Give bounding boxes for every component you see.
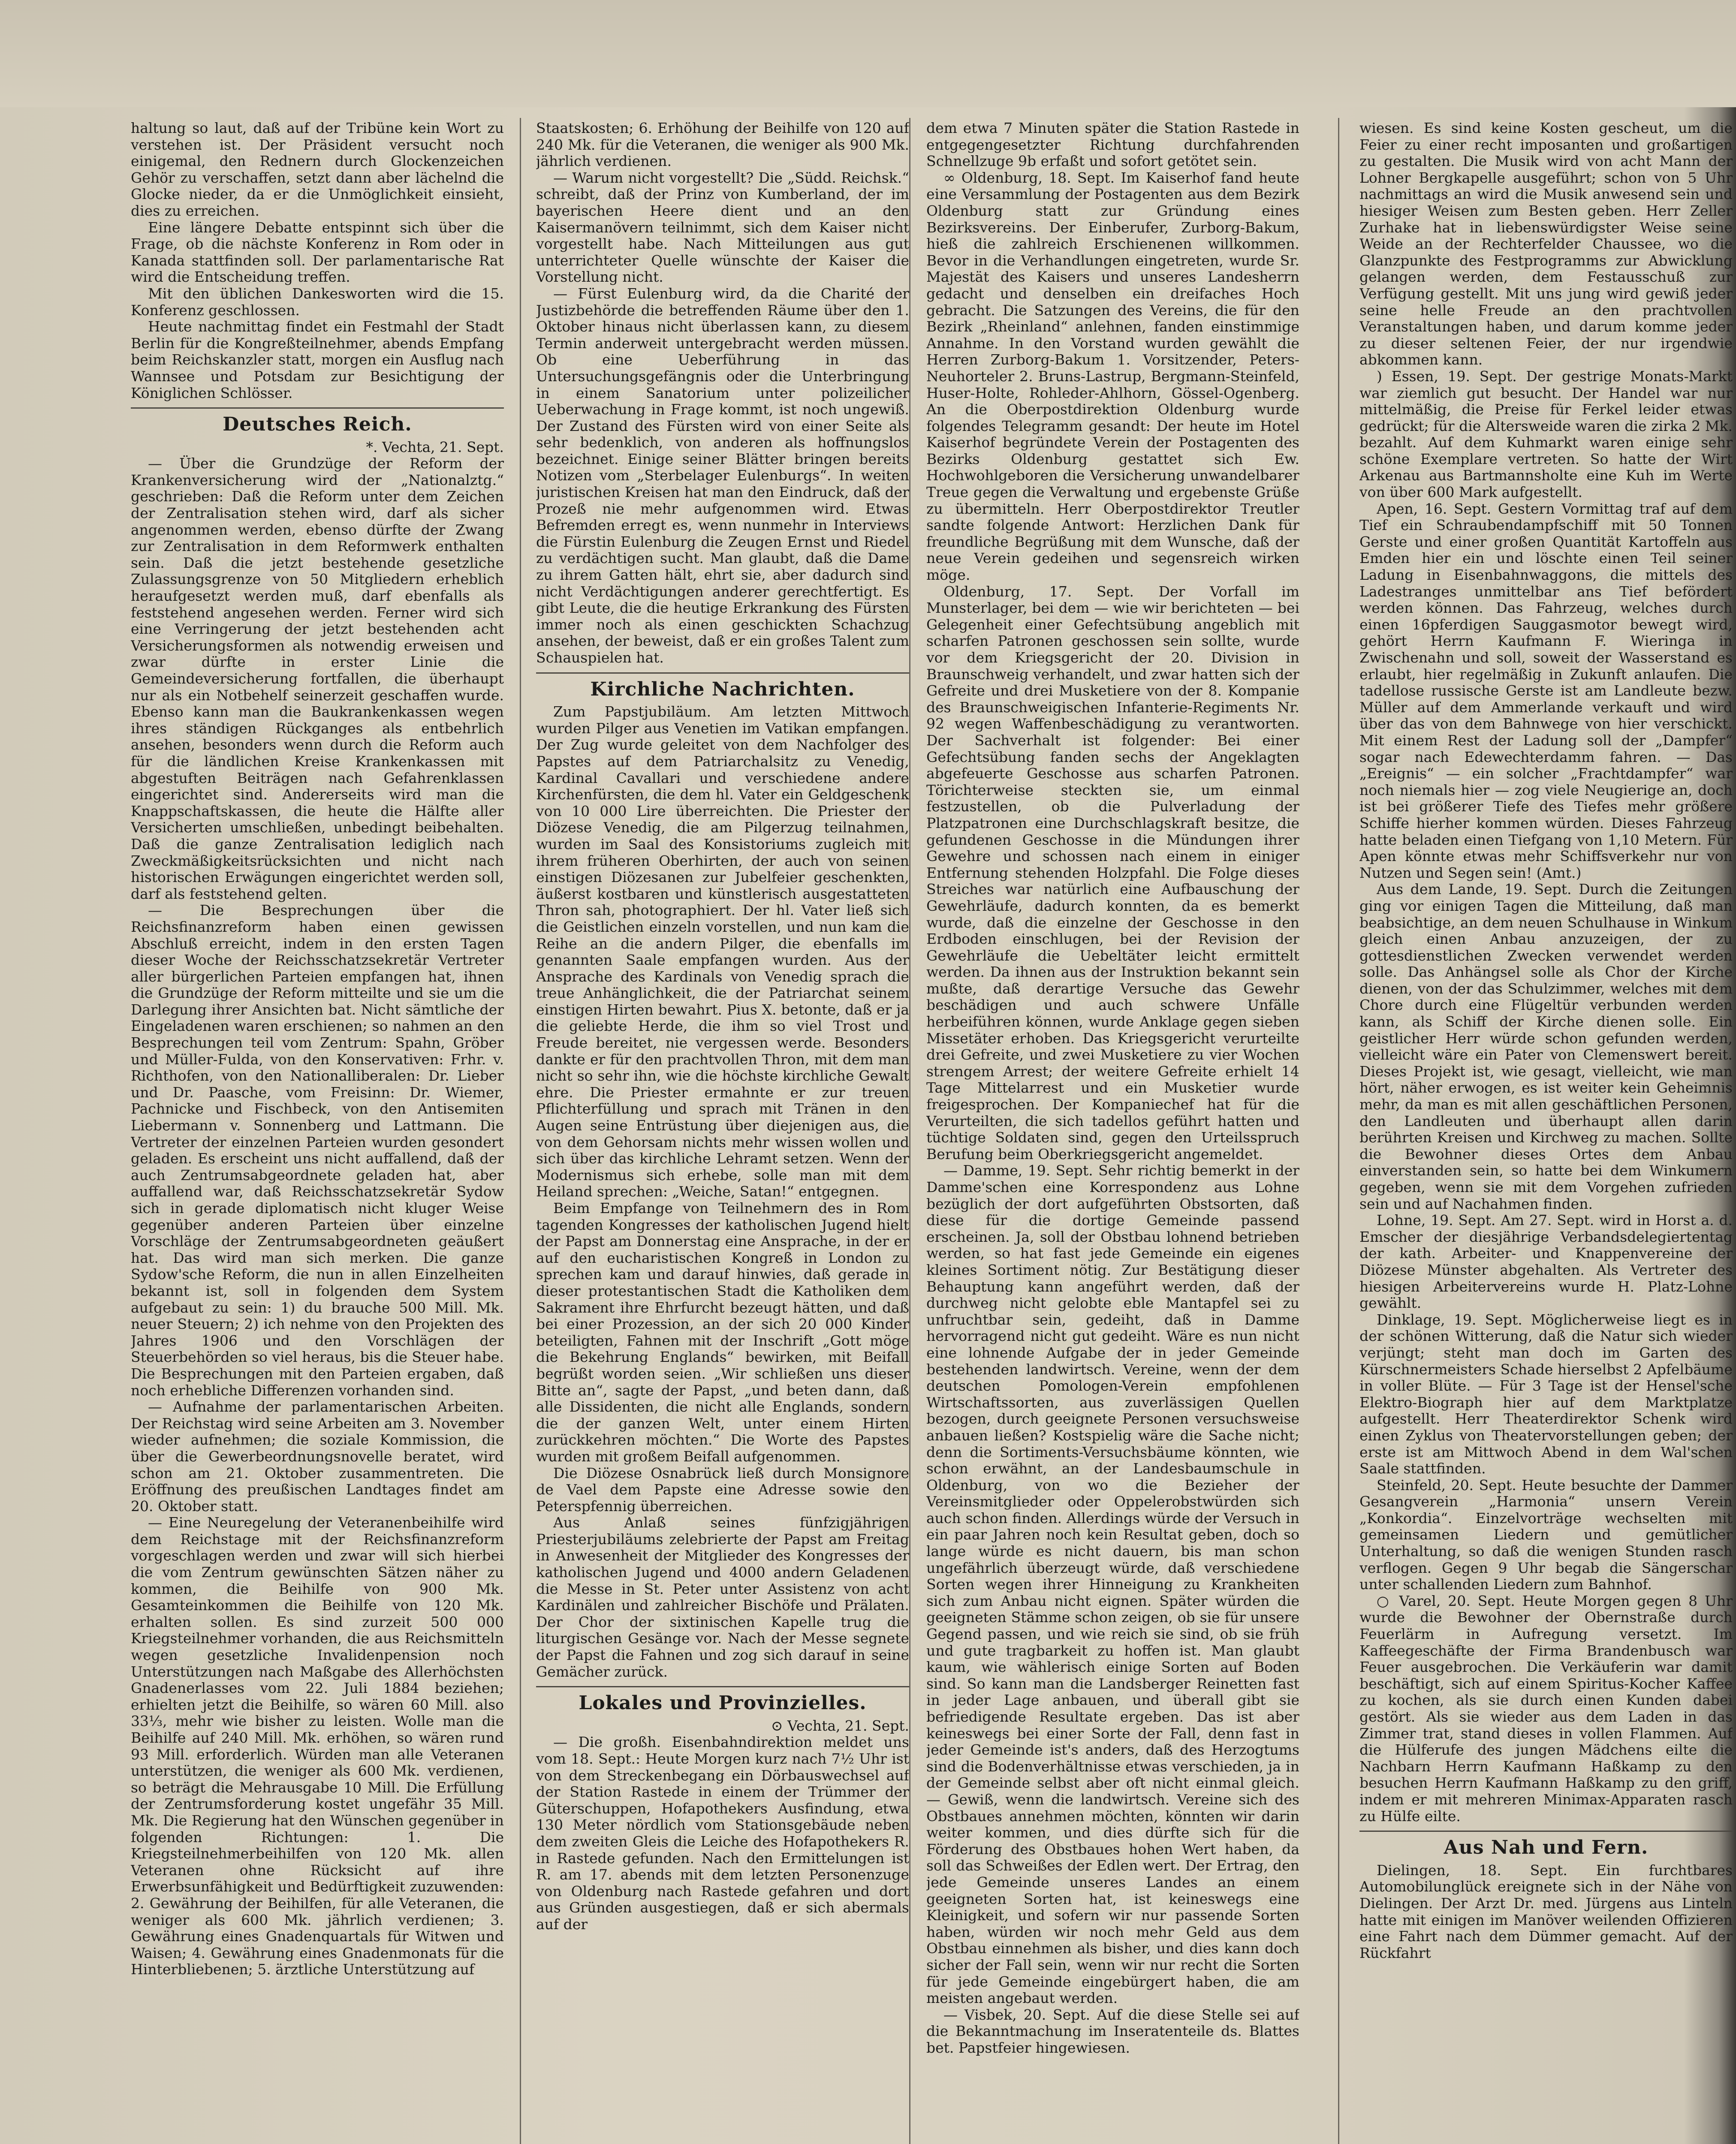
section-divider <box>536 672 909 674</box>
article-paragraph: — Über die Grundzüge der Reform der Krankenversicherung wird der „Nationalztg.“ geschrieben: Daß die Reform unter dem Zeichen der Zentralisation stehen wird, darf als sicher angenommen werden, ebenso dürfte der Zwang zur Zentralisation in dem Reformwerk enthalten sein. Daß die jetzt bestehende gesetzliche Zulassungsgrenze von 50 Mitgliedern erheblich heraufgesetzt werden muß, darf ebenfalls als feststehend angesehen werden. Ferner wird sich eine Verringerung der jetzt bestehenden acht Versicherungsformen als notwendig erweisen und zwar dürfte in erster Linie die Gemeindeversicherung fortfallen, die überhaupt nur als ein Notbehelf seinerzeit geschaffen wurde. Ebenso kann man die Baukrankenkassen wegen ihres ständigen Rückganges als entbehrlich ansehen, besonders wenn durch die Reform auch für die ländlichen Kreise Krankenkassen mit abgestuften Beiträgen nach Gefahrenklassen eingerichtet sind. Andererseits wird man die Knappschaftskassen, die heute die Hälfte aller Versicherten umschließen, unbedingt beibehalten. Daß die ganze Zentralisation lediglich nach Zweckmäßigkeitsrücksichten und nicht nach historischen Erwägungen eingerichtet werden soll, darf als feststehend gelten. <box>131 455 504 902</box>
column-4 <box>1359 120 1733 2144</box>
article-paragraph: Eine längere Debatte entspinnt sich über die Frage, ob die nächste Konferenz in Rom oder in Kanada stattfinden soll. Der parlamentarische Rat wird die Entscheidung treffen. <box>131 219 504 286</box>
article-paragraph: Mit den üblichen Dankesworten wird die 15. Konferenz geschlossen. <box>131 285 504 319</box>
article-paragraph: Beim Empfange von Teilnehmern des in Rom tagenden Kongresses der katholischen Jugend hielt der Papst am Donnerstag eine Ansprache, in der er auf den eucharistischen Kongreß in London zu sprechen kam und darauf hinwies, daß gerade in dieser protestantischen Stadt die Katholiken dem Sakrament ihre Ehrfurcht bezeugt hätten, und daß bei einer Prozession, an der sich 20 000 Kinder beteiligten, Fahnen mit der Inschrift „Gott möge die Bekehrung Englands“ bewirken, mit Beifall begrüßt worden seien. „Wir schließen uns dieser Bitte an“, sagte der Papst, „und beten dann, daß alle Dissidenten, die nicht alle Englands, sondern die der ganzen Welt, unter einem Hirten zurückkehren möchten.“ Die Worte des Papstes wurden mit großem Beifall aufgenommen. <box>536 1200 909 1465</box>
article-paragraph: — Die Besprechungen über die Reichsfinanzreform haben einen gewissen Abschluß erreicht, indem in den ersten Tagen dieser Woche der Reichsschatzsekretär Vertreter aller bürgerlichen Parteien empfangen hat, ihnen die Grundzüge der Reform mitteilte und sie um die Darlegung ihrer Ansichten bat. Nicht sämtliche der Eingeladenen waren erschienen; so nahmen an den Besprechungen teil vom Zentrum: Spahn, Gröber und Müller-Fulda, von den Konservativen: Frhr. v. Richthofen, von den Nationalliberalen: Dr. Lieber und Dr. Paasche, vom Freisinn: Dr. Wiemer, Pachnicke und Fischbeck, von den Antisemiten Liebermann v. Sonnenberg und Lattmann. Die Vertreter der einzelnen Parteien wurden gesondert geladen. Es erscheint uns nicht auffallend, daß der auch Zentrumsabgeordnete geladen hat, aber auffallend war, daß Reichsschatzsekretär Sydow sich in gerade diplomatisch nicht kluger Weise gegenüber anderen Parteien über einzelne Vorschläge der Zentrumsabgeordneten geäußert hat. Das wird man sich merken. Die ganze Sydow'sche Reform, die nun in allen Einzelheiten bekannt ist, soll in folgenden dem System aufgebaut zu sein: 1) du brauche 500 Mill. Mk. neuer Steuern; 2) ich nehme von den Projekten des Jahres 1906 und den Vorschlägen der Steuerbehörden so viel heraus, bis die Steuer habe. Die Besprechungen mit den Parteien ergaben, daß noch erhebliche Differenzen vorhanden sind. <box>131 902 504 1399</box>
column-1 <box>131 120 504 2144</box>
article-paragraph: — Fürst Eulenburg wird, da die Charité der Justizbehörde die betreffenden Räume über den 1. Oktober hinaus nicht überlassen kann, zu diesem Termin anderweit untergebracht werden müssen. Ob eine Ueberführung in das Untersuchungsgefängnis oder die Unterbringung in einem Sanatorium unter polizeilicher Ueberwachung in Frage kommt, ist noch ungewiß. Der Zustand des Fürsten wird von einer Seite als sehr bedenklich, von anderen als hoffnungslos bezeichnet. Einige seiner Blätter bringen bereits Notizen vom „Sterbelager Eulenburgs“. In weiten juristischen Kreisen hat man den Eindruck, daß der Prozeß nie mehr aufgenommen wird. Etwas Befremden erregt es, wenn nunmehr in Interviews die Fürstin Eulenburg die Zeugen Ernst und Riedel zu verdächtigen sucht. Man glaubt, daß die Dame zu ihrem Gatten hält, ehrt sie, aber dadurch sind nicht Verdächtigungen anderer gerechtfertigt. Es gibt Leute, die die heutige Erkrankung des Fürsten immer noch als einen geschickten Schachzug ansehen, der beweist, daß er ein großes Talent zum Schauspielen hat. <box>536 285 909 666</box>
dateline: *. Vechta, 21. Sept. <box>366 438 504 455</box>
article-paragraph: Apen, 16. Sept. Gestern Vormittag traf auf dem Tief ein Schraubendampfschiff mit 50 Tonnen Gerste und einer großen Quantität Kartoffeln aus Emden hier ein und löschte einen Teil seiner Ladung in Eisenbahnwaggons, die mittels des Ladestranges unmittelbar ans Tief befördert werden können. Das Fahrzeug, welches durch einen 16pferdigen Sauggasmotor bewegt wird, gehört Herrn Kaufmann F. Wieringa in Zwischenahn und soll, soweit der Wasserstand es erlaubt, hier regelmäßig in Zukunft anlaufen. Die tadellose russische Gerste ist am Landleute bezw. Müller auf dem Ammerlande verkauft und wird über das von dem Bahnwege von hier verschickt. Mit einem Rest der Ladung soll der „Dampfer“ sogar nach Edewechterdamm fahren. — Das „Ereignis“ — ein solcher „Frachtdampfer“ war noch niemals hier — zog viele Neugierige an, doch ist bei größerer Tiefe des Tiefes mehr größere Schiffe hierher kommen würden. Dieses Fahrzeug hatte beladen einen Tiefgang von 1,10 Metern. Für Apen könnte etwas mehr Schiffsverkehr nur von Nutzen und Segen sein! (Amt.) <box>1359 500 1733 881</box>
article-paragraph: dem etwa 7 Minuten später die Station Rastede in entgegengesetzter Richtung durchfahrenden Schnellzuge 9b erfaßt und sofort getötet sein. <box>926 120 1299 170</box>
page-top-margin <box>0 0 1736 107</box>
article-paragraph: — Visbek, 20. Sept. Auf die diese Stelle sei auf die Bekanntmachung im Inseratenteile ds. Blattes bet. Papstfeier hingewiesen. <box>926 2006 1299 2056</box>
section-heading: Kirchliche Nachrichten. <box>590 678 855 700</box>
article-paragraph: ∞ Oldenburg, 18. Sept. Im Kaiserhof fand heute eine Versammlung der Postagenten aus dem Bezirk Oldenburg statt zur Gründung eines Bezirksvereins. Der Einberufer, Zurborg-Bakum, hieß die zahlreich Erschienenen willkommen. Bevor in die Verhandlungen eingetreten, wurde Sr. Majestät des Kaisers und unseres Landesherrn gedacht und denselben ein dreifaches Hoch gebracht. Die Satzungen des Vereins, die für den Bezirk „Rheinland“ anlehnen, fanden einstimmige Annahme. In den Vorstand wurden gewählt die Herren Zurborg-Bakum 1. Vorsitzender, Peters-Neuhorteler 2. Bruns-Lastrup, Bergmann-Steinfeld, Huser-Holte, Rohleder-Ahlhorn, Gössel-Ogenberg. An die Oberpostdirektion Oldenburg wurde folgendes Telegramm gesandt: Der heute im Hotel Kaiserhof begründete Verein der Postagenten des Bezirks Oldenburg gestattet sich Ew. Hochwohlgeboren die Versicherung unwandelbarer Treue gegen die Verwaltung und ergebenste Grüße zu übermitteln. Herr Oberpostdirektor Treutler sandte folgende Antwort: Herzlichen Dank für freundliche Begrüßung mit dem Wunsche, daß der neue Verein gedeihen und segensreich wirken möge. <box>926 169 1299 584</box>
column-rule <box>1338 118 1339 2144</box>
dateline: ⊙ Vechta, 21. Sept. <box>771 1717 909 1734</box>
section-divider <box>1359 1831 1733 1832</box>
column-rule <box>520 118 521 2144</box>
article-paragraph: ) Essen, 19. Sept. Der gestrige Monats-Markt war ziemlich gut besucht. Der Handel war nur mittelmäßig, die Preise für Ferkel leider etwas gedrückt; für die Altersweide waren die zirka 2 Mk. bezahlt. Auf dem Kuhmarkt waren einige sehr schöne Exemplare vertreten. So hatte der Wirt Arkenau aus Bartmannsholte eine Kuh im Werte von über 600 Mark aufgestellt. <box>1359 367 1733 501</box>
article-paragraph: — Die großh. Eisenbahndirektion meldet uns vom 18. Sept.: Heute Morgen kurz nach 7½ Uhr ist von dem Streckenbegang ein Dörbauswechsel auf der Station Rastede in einem der Trümmer der Güterschuppen, Hofapothekers Ausfindung, etwa 130 Meter nördlich vom Stationsgebäude neben dem zweiten Gleis die Leiche des Hofapothekers R. in Rastede gefunden. Nach den Ermittelungen ist R. am 17. abends mit dem letzten Personenzuge von Oldenburg nach Rastede gefahren und dort aus Gründen ausgestiegen, daß er sich abermals auf der <box>536 1734 909 1933</box>
article-paragraph: Aus dem Lande, 19. Sept. Durch die Zeitungen ging vor einigen Tagen die Mitteilung, daß man beabsichtige, an dem neuen Schulhause in Winkum gleich einen Anbau anzuzeigen, der zu gottesdienstlichen Zwecken verwendet werden solle. Das Anhängsel solle als Chor der Kirche dienen, von der das Schulzimmer, welches mit dem Chore durch eine Flügeltür verbunden werden kann, als Schiff der Kirche dienen solle. Ein geistlicher Herr würde schon gefunden werden, vielleicht wäre ein Pater von Clemenswert bereit. Dieses Projekt ist, wie gesagt, vielleicht, wie man hört, näher erwogen, es ist weiter kein Geheimnis mehr, da man es mit allen geschäftlichen Personen, den Landleuten und überhaupt allen darin berührten Kreisen und Kirchweg zu machen. Sollte die Bewohner dieses Ortes dem Anbau einverstanden sein, so hatte bei dem Winkumern gegeben, wenn sie mit dem Vorgehen zufrieden sein und auf Nachahmen finden. <box>1359 881 1733 1212</box>
article-paragraph: Aus Anlaß seines fünfzigjährigen Priesterjubiläums zelebrierte der Papst am Freitag in Anwesenheit der Mitglieder des Kongresses der katholischen Jugend und 4000 andern Geladenen die Messe in St. Peter unter Assistenz von acht Kardinälen und zahlreicher Bischöfe und Prälaten. Der Chor der sixtinischen Kapelle trug die liturgischen Gesänge vor. Nach der Messe segnete der Papst die Fahnen und zog sich darauf in seine Gemächer zurück. <box>536 1514 909 1680</box>
section-heading: Lokales und Provinzielles. <box>579 1692 867 1714</box>
article-paragraph: — Warum nicht vorgestellt? Die „Südd. Reichsk.“ schreibt, daß der Prinz von Kumberland, der im bayerischen Heere dient und an den Kaisermanövern teilnimmt, sich dem Kaiser nicht vorgestellt habe. Nach Mitteilungen aus gut unterrichteter Quelle wünschte der Kaiser die Vorstellung nicht. <box>536 169 909 286</box>
article-paragraph: Lohne, 19. Sept. Am 27. Sept. wird in Horst a. d. Emscher der diesjährige Verbandsdelegiertentag der kath. Arbeiter- und Knappenvereine der Diözese Münster abgehalten. Als Vertreter des hiesigen Arbeitervereins wurde H. Platz-Lohne gewählt. <box>1359 1212 1733 1312</box>
section-divider <box>536 1686 909 1687</box>
article-paragraph: haltung so laut, daß auf der Tribüne kein Wort zu verstehen ist. Der Präsident versucht noch einigemal, den Rednern durch Glockenzeichen Gehör zu verschaffen, setzt dann aber lächelnd die Glocke nieder, da er die Unmöglichkeit einsieht, dies zu erreichen. <box>131 120 504 219</box>
article-paragraph: Dielingen, 18. Sept. Ein furchtbares Automobilunglück ereignete sich in der Nähe von Dielingen. Der Arzt Dr. med. Jürgens aus Linteln hatte mit einigen im Manöver weilenden Offizieren eine Fahrt nach dem Dümmer gemacht. Auf der Rückfahrt <box>1359 1861 1733 1961</box>
article-paragraph: Dinklage, 19. Sept. Möglicherweise liegt es in der schönen Witterung, daß die Natur sich wieder verjüngt; steht man doch im Garten des Kürschnermeisters Schade hierselbst 2 Apfelbäume in voller Blüte. — Für 3 Tage ist der Hensel'sche Elektro-Biograph hier auf dem Marktplatze aufgestellt. Herr Theaterdirektor Schenk wird einen Zyklus von Theatervorstellungen geben; der erste ist am Mittwoch Abend in dem Wal'schen Saale stattfinden. <box>1359 1311 1733 1477</box>
column-2 <box>536 120 909 2144</box>
article-paragraph: Zum Papstjubiläum. Am letzten Mittwoch wurden Pilger aus Venetien im Vatikan empfangen. Der Zug wurde geleitet von dem Nachfolger des Papstes auf dem Patriarchalsitz zu Venedig, Kardinal Cavallari und verschiedene andere Kirchenfürsten, die dem hl. Vater ein Geldgeschenk von 10 000 Lire überreichten. Die Priester der Diözese Venedig, die am Pilgerzug teilnahmen, wurden im Saal des Konsistoriums zugleich mit ihrem früheren Oberhirten, der auch von seinen einstigen Diözesanen zur Jubelfeier geschenkten, äußerst kostbaren und künstlerisch ausgestatteten Thron sah, photographiert. Der hl. Vater ließ sich die Geistlichen einzeln vorstellen, und nun kam die Reihe an die andern Pilger, die ebenfalls im genannten Saale empfangen wurden. Aus der Ansprache des Kardinals von Venedig sprach die treue Anhänglichkeit, die der Patriarchat seinem einstigen Hirten bewahrt. Pius X. betonte, daß er ja die geliebte Herde, die ihm so viel Trost und Freude bereitet, nie vergessen werde. Besonders dankte er für den prachtvollen Thron, mit dem man nicht so sehr ihn, wie die höchste kirchliche Gewalt ehre. Die Priester ermahnte er zur treuen Pflichterfüllung und sprach mit Tränen in den Augen seine Entrüstung über diejenigen aus, die von dem Gehorsam nichts mehr wissen wollen und sich über das kirchliche Lehramt setzen. Wenn der Modernismus sich erhebe, solle man mit dem Heiland sprechen: „Weiche, Satan!“ entgegnen. <box>536 703 909 1200</box>
article-paragraph: Staatskosten; 6. Erhöhung der Beihilfe von 120 auf 240 Mk. für die Veteranen, die weniger als 900 Mk. jährlich verdienen. <box>536 120 909 170</box>
section-heading: Deutsches Reich. <box>223 413 412 436</box>
article-paragraph: — Aufnahme der parlamentarischen Arbeiten. Der Reichstag wird seine Arbeiten am 3. November wieder aufnehmen; die soziale Kommission, die über die Gewerbeordnungsnovelle beratet, wird schon am 21. Oktober zusammentreten. Die Eröffnung des preußischen Landtages findet am 20. Oktober statt. <box>131 1398 504 1515</box>
article-paragraph: wiesen. Es sind keine Kosten gescheut, um die Feier zu einer recht imposanten und großartigen zu gestalten. Die Musik wird von acht Mann der Lohner Bergkapelle ausgeführt; schon von 5 Uhr nachmittags an wird die Musik anwesend sein und hiesiger Weisen zum Besten geben. Herr Zeller Zurhake hat in liebenswürdigster Weise seine Weide an der Rechterfelder Chaussee, wo die Glanzpunkte des Festprogramms zur Abwicklung gelangen werden, dem Festausschuß zur Verfügung gestellt. Mit uns jung wird gewiß jeder seine helle Freude an den prachtvollen Veranstaltungen haben, und darum komme jeder zu dieser seltenen Feier, der nur irgendwie abkommen kann. <box>1359 120 1733 368</box>
article-paragraph: — Eine Neuregelung der Veteranenbeihilfe wird dem Reichstage mit der Reichsfinanzreform vorgeschlagen werden und zwar will sich hierbei die vom Zentrum gewünschten Sätzen näher zu kommen, die Beihilfe von 900 Mk. Gesamteinkommen die Beihilfe von 120 Mk. erhalten sollen. Es sind zurzeit 500 000 Kriegsteilnehmer vorhanden, die aus Reichsmitteln wegen gesetzliche Invalidenpension noch Unterstützungen nach Maßgabe des Allerhöchsten Gnadenerlasses vom 22. Juli 1884 beziehen; erhielten jetzt die Beihilfe, so wären 60 Mill. also 33⅓, mehr wie bisher zu leisten. Wolle man die Beihilfe auf 240 Mill. Mk. erhöhen, so wären rund 93 Mill. erforderlich. Würden man alle Veteranen unterstützen, die weniger als 600 Mk. verdienen, so beträgt die Mehrausgabe 10 Mill. Die Erfüllung der Zentrumsforderung kostet ungefähr 35 Mill. Mk. Die Regierung hat den Wünschen gegenüber in folgenden Richtungen: 1. Die Kriegsteilnehmerbeihilfen von 120 Mk. allen Veteranen ohne Rücksicht auf ihre Erwerbsunfähigkeit und Bedürftigkeit zuzuwenden: 2. Gewährung der Beihilfen, für alle Veteranen, die weniger als 600 Mk. jährlich verdienen; 3. Gewährung eines Gnadenquartals für Witwen und Waisen; 4. Gewährung eines Gnadenmonats für die Hinterbliebenen; 5. ärztliche Unterstützung auf <box>131 1514 504 1978</box>
section-heading: Aus Nah und Fern. <box>1444 1837 1649 1859</box>
column-3 <box>926 120 1299 2144</box>
article-paragraph: Oldenburg, 17. Sept. Der Vorfall im Munsterlager, bei dem — wie wir berichteten — bei Gelegenheit einer Gefechtsübung angeblich mit scharfen Patronen geschossen sein sollte, wurde vor dem Kriegsgericht der 20. Division in Braunschweig verhandelt, und zwar hatten sich der Gefreite und drei Musketiere von der 8. Kompanie des Braunschweigischen Infanterie-Regiments Nr. 92 wegen Waffenbeschädigung zu verantworten. Der Sachverhalt ist folgender: Bei einer Gefechtsübung fanden sechs der Angeklagten abgefeuerte Geschosse aus scharfen Patronen. Törichterweise steckten sie, um einmal festzustellen, ob die Pulverladung der Platzpatronen eine Durchschlagskraft besitze, die gefundenen Geschosse in die Mündungen ihrer Gewehre und schossen nach einem in einiger Entfernung stehenden Holzpfahl. Die Folge dieses Streiches war natürlich eine Aufbauschung der Gewehrläufe, dadurch konnten, da es bemerkt wurde, daß die einzelne der Geschosse in den Erdboden einschlugen, bei der Revision der Gewehrläufe die Uebeltäter leicht ermittelt werden. Da ihnen aus der Instruktion bekannt sein mußte, daß derartige Versuche das Gewehr beschädigen und auch schwere Unfälle herbeiführen können, wurde Anklage gegen sieben Missetäter erhoben. Das Kriegsgericht verurteilte drei Gefreite, und zwei Musketiere zu vier Wochen strengem Arrest; der weitere Gefreite erhielt 14 Tage Mittelarrest und ein Musketier wurde freigesprochen. Der Kompaniechef hat für die Verurteilten, die sich tadellos geführt hatten und tüchtige Soldaten sind, gegen den Urteilsspruch Berufung beim Oberkriegsgericht angemeldet. <box>926 583 1299 1162</box>
article-paragraph: ○ Varel, 20. Sept. Heute Morgen gegen 8 Uhr wurde die Bewohner der Obernstraße durch Feuerlärm in Aufregung versetzt. Im Kaffeegeschäfte der Firma Brandenbusch war Feuer ausgebrochen. Die Verkäuferin war damit beschäftigt, sich auf einem Spiritus-Kocher Kaffee zu kochen, als sie durch einen Kunden dabei gestört. Als sie wieder aus dem Laden in das Zimmer trat, stand dieses in vollen Flammen. Auf die Hülferufe des jungen Mädchens eilte die Nachbarn Herrn Kaufmann Haßkamp zu den besuchen Herrn Kaufmann Haßkamp zu den griff, indem er mit mehreren Minimax-Apparaten rasch zu Hülfe eilte. <box>1359 1592 1733 1825</box>
section-divider <box>131 407 504 409</box>
article-paragraph: Steinfeld, 20. Sept. Heute besuchte der Dammer Gesangverein „Harmonia“ unsern Verein „Konkordia“. Einzelvorträge wechselten mit gemeinsamen Liedern und gemütlicher Unterhaltung, so daß die wenigen Stunden rasch verflogen. Gegen 9 Uhr begab die Sängerschar unter schallenden Liedern zum Bahnhof. <box>1359 1476 1733 1593</box>
column-rule <box>909 118 910 2144</box>
article-paragraph: — Damme, 19. Sept. Sehr richtig bemerkt in der Damme'schen eine Korrespondenz aus Lohne bezüglich der dort aufgeführten Obstsorten, daß diese für die dortige Gemeinde passend erscheinen. Ja, soll der Obstbau lohnend betrieben werden, so hat fast jede Gemeinde ein eigenes kleines Sortiment nötig. Zur Bestätigung dieser Behauptung kann angeführt werden, daß der durchweg nicht gelobte eble Mantapfel sei zu unfruchtbar sein, gedeiht, daß in Damme hervorragend nicht gut gedeiht. Wäre es nun nicht eine lohnende Aufgabe der in jeder Gemeinde bestehenden landwirtsch. Vereine, wenn der dem deutschen Pomologen-Verein empfohlenen Wirtschaftssorten, aus zuverlässigen Quellen bezogen, durch geeignete Personen versuchsweise anbauen ließen? Kostspielig wäre die Sache nicht; denn die Sortiments-Versuchsbäume könnten, wie schon erwähnt, an der Landesbaumschule in Oldenburg, von wo die Bezieher der Vereinsmitglieder oder Oppelerobstwürden sich auch schon finden. Allerdings würde der Versuch in ein paar Jahren noch kein Resultat geben, doch so lange würde es nicht dauern, bis man schon ungefährlich überzeugt würde, daß verschiedene Sorten wegen ihrer Hinneigung zu Krankheiten sich zum Anbau nicht eignen. Später würden die geeigneten Stämme schon zeigen, ob sie für unsere Gegend passen, und wie reich sie sind, ob sie früh und gute tragbarkeit zu hoffen ist. Man glaubt kaum, wie wählerisch einige Sorten auf Boden sind. So kann man die Landsberger Reinetten fast in jeder Lage anbauen, und überall gibt sie befriedigende Resultate ergeben. Das ist aber keineswegs bei einer Sorte der Fall, denn fast in jeder Gemeinde ist's anders, daß des Herzogtums sind die Bodenverhältnisse etwas verschieden, ja in der Gemeinde selbst aber oft nicht einmal gleich. — Gewiß, wenn die landwirtsch. Vereine sich des Obstbaues annehmen möchten, könnten wir darin weiter kommen, und dies dürfte sich für die Förderung des Obstbaues hohen Wert haben, da soll das Schweißes der Edlen wert. Der Ertrag, den jede Gemeinde unseres Landes an einem geeigneten Sorten hat, ist keineswegs eine Kleinigkeit, und sofern wir nur passende Sorten haben, würden wir noch mehr Geld aus dem Obstbau einnehmen als bisher, und dies kann doch sicher der Fall sein, wenn wir nur recht die Sorten für jede Gemeinde eingebürgert haben, die am meisten angebaut werden. <box>926 1162 1299 2007</box>
article-paragraph: Heute nachmittag findet ein Festmahl der Stadt Berlin für die Kongreßteilnehmer, abends Empfang beim Reichskanzler statt, morgen ein Ausflug nach Wannsee und Potsdam zur Besichtigung der Königlichen Schlösser. <box>131 318 504 401</box>
article-paragraph: Die Diözese Osnabrück ließ durch Monsignore de Vael dem Papste eine Adresse sowie den Peterspfennig überreichen. <box>536 1464 909 1515</box>
